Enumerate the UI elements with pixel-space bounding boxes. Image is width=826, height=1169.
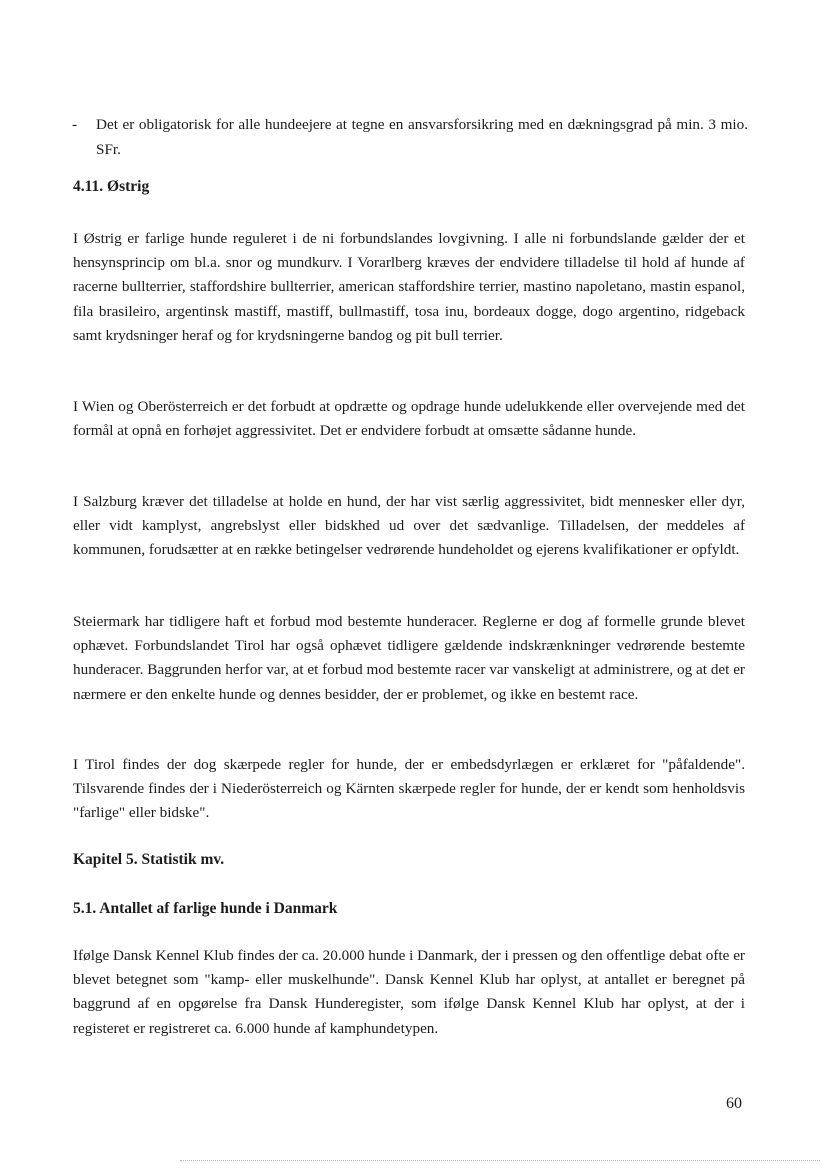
paragraph-austria-overview: I Østrig er farlige hunde reguleret i de ni forbundslandes lovgivning. I alle ni forbundslande gælder der et hensynsprincip om bl.a. snor og mundkurv. I Vorarlberg kræves der endvidere tilladelse til hold af hunde af racerne bullterrier, staffordshire bullterrier, american staffordshire terrier, mastino napoletano, mastin espanol, fila brasileiro, argentinsk mastiff, mastiff, bullmastiff, tosa inu, bordeaux dogge, dogo argentino, ridgeback samt krydsninger heraf og for krydsningerne bandog og pit bull terrier. <box>73 230 745 344</box>
scan-edge-line <box>180 1160 820 1161</box>
bullet-marker: - <box>72 116 78 133</box>
bullet-item <box>72 112 748 162</box>
section-heading-5-1: 5.1. Antallet af farlige hunde i Danmark <box>73 900 338 917</box>
paragraph-dog-count: Ifølge Dansk Kennel Klub findes der ca. 20.000 hunde i Danmark, der i pressen og den offentlige debat ofte er blevet betegnet som "kamp- eller muskelhunde". Dansk Kennel Klub har oplyst, at antallet er beregnet på baggrund af en opgørelse fra Dansk Hunderegister, som ifølge Dansk Kennel Klub har oplyst, at der i registeret er registreret ca. 6.000 hunde af kamphundetypen. <box>73 947 745 1037</box>
chapter-heading-5: Kapitel 5. Statistik mv. <box>73 851 225 868</box>
paragraph-tirol-rules: I Tirol findes der dog skærpede regler for hunde, der er embedsdyrlægen er erklæret for "påfaldende". Tilsvarende findes der i Niederösterreich og Kärnten skærpede regler for hunde, der er kendt som henholdsvis "farlige" eller bidske". <box>73 756 745 822</box>
bullet-text: Det er obligatorisk for alle hundeejere at tegne en ansvarsforsikring med en dækningsgrad på min. 3 mio. SFr. <box>96 116 748 158</box>
paragraph-wien-oberosterreich: I Wien og Oberösterreich er det forbudt at opdrætte og opdrage hunde udelukkende eller overvejende med det formål at opnå en forhøjet aggressivitet. Det er endvidere forbudt at omsætte sådanne hunde. <box>73 398 745 440</box>
section-heading-4-11: 4.11. Østrig <box>73 178 150 195</box>
page-number: 60 <box>726 1095 742 1112</box>
paragraph-steiermark-tirol: Steiermark har tidligere haft et forbud mod bestemte hunderacer. Reglerne er dog af formelle grunde blevet ophævet. Forbundslandet Tirol har også ophævet tidligere gældende indskrænkninger vedrørende bestemte hunderacer. Baggrunden herfor var, at et forbud mod bestemte racer var vanskeligt at administrere, og at det er nærmere er den enkelte hunde og dennes besidder, der er problemet, og ikke en bestemt race. <box>73 613 745 703</box>
paragraph-salzburg: I Salzburg kræver det tilladelse at holde en hund, der har vist særlig aggressivitet, bidt mennesker eller dyr, eller vidt kamplyst, angrebslyst eller bidskhed ud over det sædvanlige. Tilladelsen, der meddeles af kommunen, forudsætter at en række betingelser vedrørende hundeholdet og ejerens kvalifikationer er opfyldt. <box>73 493 745 559</box>
